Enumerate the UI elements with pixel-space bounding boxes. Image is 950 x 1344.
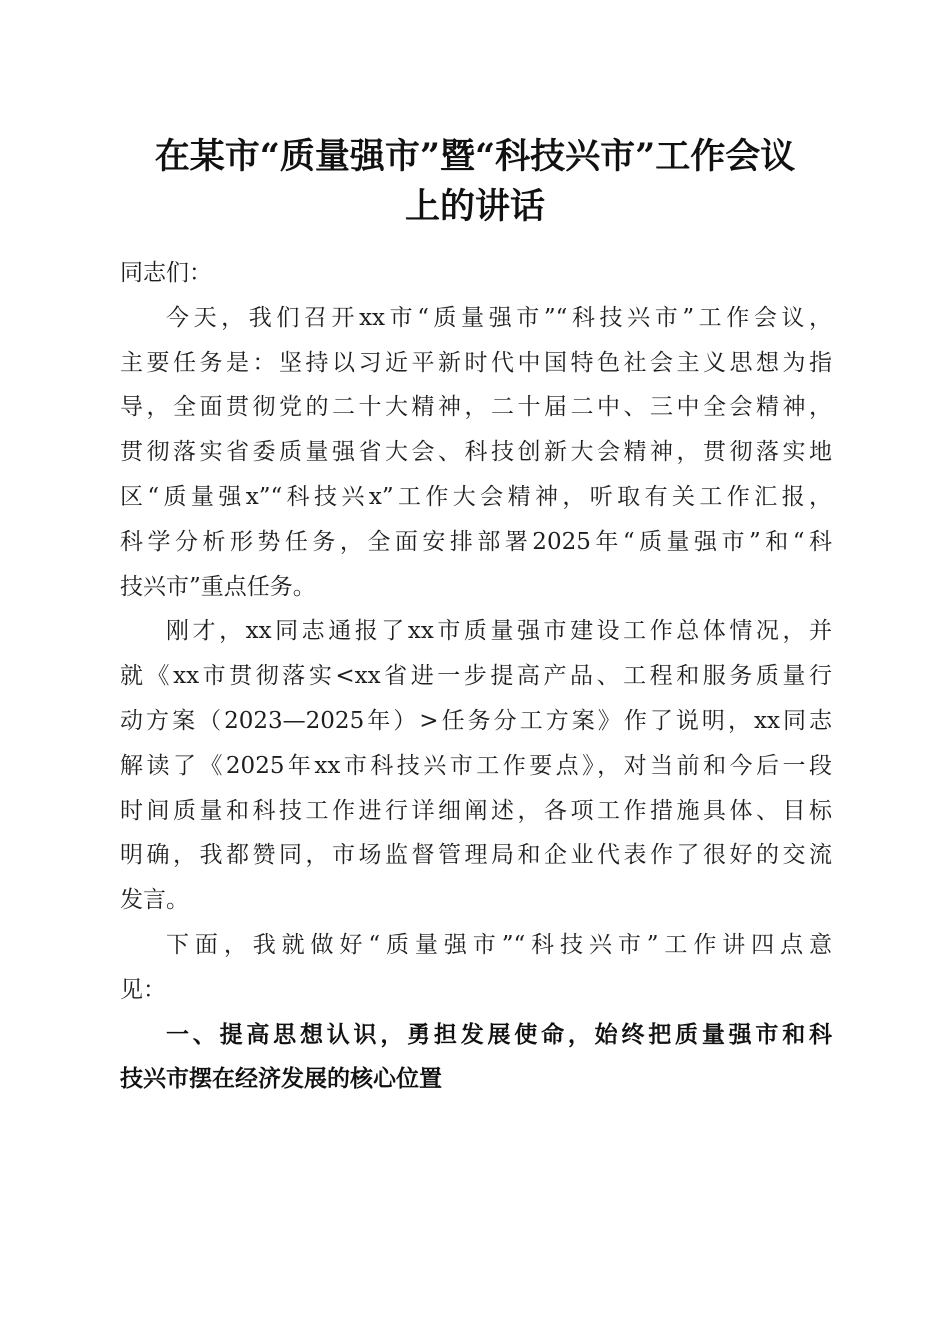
paragraph-line: 动方案（2023—2025年）>任务分工方案》作了说明，xx同志 bbox=[120, 707, 832, 734]
paragraph-line: 技兴市”重点任务。 bbox=[120, 573, 316, 600]
paragraph-line: 今天，我们召开xx市“质量强市”“科技兴市”工作会议， bbox=[166, 304, 832, 331]
heading-line: 一、提高思想认识，勇担发展使命，始终把质量强市和科 bbox=[166, 1021, 832, 1048]
paragraph-report bbox=[120, 609, 832, 923]
paragraph-line: 明确，我都赞同，市场监督管理局和企业代表作了很好的交流 bbox=[120, 842, 832, 869]
title-line: 上的讲话 bbox=[404, 186, 545, 227]
paragraph-line: 区“质量强x”“科技兴x”工作大会精神，听取有关工作汇报， bbox=[120, 483, 832, 510]
paragraph-line: 发言。 bbox=[120, 887, 189, 914]
paragraph-line: 科学分析形势任务，全面安排部署2025年“质量强市”和“科 bbox=[120, 528, 832, 555]
section-heading-1 bbox=[120, 1013, 832, 1103]
paragraph-line: 导，全面贯彻党的二十大精神，二十届二中、三中全会精神， bbox=[120, 394, 832, 421]
paragraph-line: 下面，我就做好“质量强市”“科技兴市”工作讲四点意 bbox=[166, 931, 832, 958]
paragraph-opinions bbox=[120, 923, 832, 1013]
heading-line: 技兴市摆在经济发展的核心位置 bbox=[120, 1066, 442, 1093]
paragraph-line: 见： bbox=[120, 976, 166, 1003]
paragraph-line: 时间质量和科技工作进行详细阐述，各项工作措施具体、目标 bbox=[120, 797, 832, 824]
paragraph-intro bbox=[120, 296, 832, 610]
salutation: 同志们： bbox=[120, 260, 212, 286]
paragraph-line: 解读了《2025年xx市科技兴市工作要点》，对当前和今后一段 bbox=[120, 752, 832, 779]
document-body bbox=[120, 251, 832, 1102]
title-line: 在某市“质量强市”暨“科技兴市”工作会议 bbox=[154, 136, 796, 177]
paragraph-line: 就《xx市贯彻落实<xx省进一步提高产品、工程和服务质量行 bbox=[120, 663, 832, 690]
paragraph-line: 贯彻落实省委质量强省大会、科技创新大会精神，贯彻落实地 bbox=[120, 439, 832, 466]
paragraph-line: 主要任务是：坚持以习近平新时代中国特色社会主义思想为指 bbox=[120, 349, 832, 376]
document-title bbox=[100, 132, 850, 232]
paragraph-line: 刚才，xx同志通报了xx市质量强市建设工作总体情况，并 bbox=[166, 618, 832, 645]
